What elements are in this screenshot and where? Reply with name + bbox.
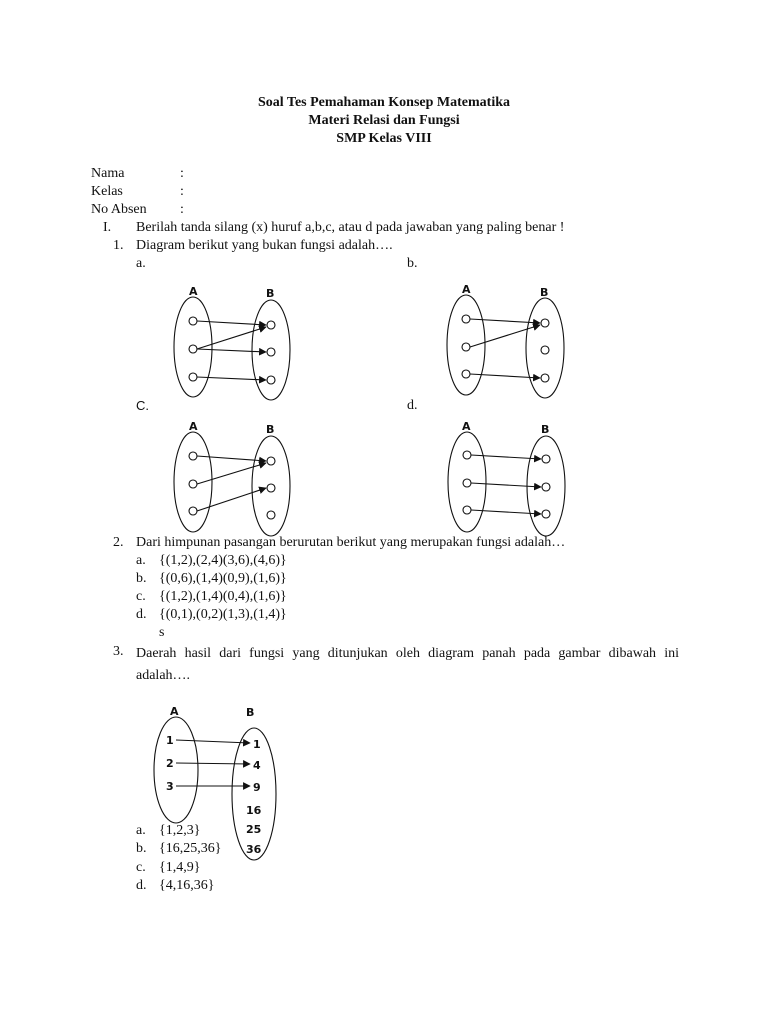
diagram-b-arrow	[470, 325, 540, 347]
q1-text: Diagram berikut yang bukan fungsi adalah….	[136, 238, 393, 253]
q2-option-c-text: {(1,2),(1,4)(0,4),(1,6)}	[159, 589, 287, 604]
q3-text: Daerah hasil dari fungsi yang ditunjukan oleh diagram panah pada gambar dibawah ini adalah….	[136, 646, 679, 683]
q3-option-a-text: {1,2,3}	[159, 823, 201, 838]
class-label: Kelas	[91, 184, 123, 199]
stray-character: s	[159, 625, 165, 640]
q1-diagram-b	[447, 283, 564, 398]
q1-number: 1.	[113, 238, 124, 253]
q3-codomain-value: 4	[253, 759, 261, 772]
diagram-b-set-a-label: A	[462, 283, 471, 296]
diagram-c-set-a-ellipse	[174, 432, 212, 532]
absent-number-colon: :	[180, 202, 184, 217]
title-line-1: Soal Tes Pemahaman Konsep Matematika	[257, 95, 510, 110]
diagram-d-codomain-point	[542, 510, 550, 518]
q3-option-a-letter: a.	[136, 823, 146, 838]
diagram-b-set-b-label: B	[540, 286, 549, 299]
title-line-3: SMP Kelas VIII	[336, 131, 432, 146]
q1-diagram-a	[174, 285, 290, 400]
q3-number: 3.	[113, 644, 124, 659]
section-instruction: Berilah tanda silang (x) huruf a,b,c, atau d pada jawaban yang paling benar !	[136, 220, 565, 235]
diagram-c-set-b-label: B	[266, 423, 275, 436]
q3-option-b-letter: b.	[136, 841, 147, 856]
diagram-d-codomain-point	[542, 455, 550, 463]
diagram-b-domain-point	[462, 343, 470, 351]
diagram-a-codomain-point	[267, 348, 275, 356]
q2-option-c-letter: c.	[136, 589, 146, 604]
name-colon: :	[180, 166, 184, 181]
diagram-a-codomain-point	[267, 321, 275, 329]
q3-domain-value: 1	[166, 734, 174, 747]
diagram-a-domain-point	[189, 345, 197, 353]
diagram-a-domain-point	[189, 373, 197, 381]
diagram-a-set-b-label: B	[266, 287, 275, 300]
q2-option-d-letter: d.	[136, 607, 147, 622]
q3-set-a-ellipse	[154, 717, 198, 823]
q1-diagram-d	[448, 420, 565, 536]
q3-option-b-text: {16,25,36}	[159, 841, 222, 856]
absent-number-label: No Absen	[91, 202, 147, 217]
class-colon: :	[180, 184, 184, 199]
diagram-c-set-b-ellipse	[252, 436, 290, 536]
q3-codomain-value: 16	[246, 804, 262, 817]
diagram-a-domain-point	[189, 317, 197, 325]
diagram-a-set-a-ellipse	[174, 297, 212, 397]
diagram-d-set-a-ellipse	[448, 432, 486, 532]
q3-arrow	[176, 740, 250, 743]
diagram-a-set-a-label: A	[189, 285, 198, 298]
q3-codomain-value: 9	[253, 781, 261, 794]
diagram-b-domain-point	[462, 315, 470, 323]
diagram-d-set-b-label: B	[541, 423, 550, 436]
section-number: I.	[103, 220, 112, 235]
diagram-c-domain-point	[189, 507, 197, 515]
diagram-c-set-a-label: A	[189, 420, 198, 433]
q3-option-d-text: {4,16,36}	[159, 878, 215, 893]
q3-codomain-value: 1	[253, 738, 261, 751]
q2-option-b-letter: b.	[136, 571, 147, 586]
q2-option-d-text: {(0,1),(0,2)(1,3),(1,4)}	[159, 607, 287, 622]
q3-codomain-value: 25	[246, 823, 262, 836]
name-label: Nama	[91, 166, 125, 181]
q1-diagram-c	[174, 420, 290, 536]
q3-set-a-label: A	[170, 705, 179, 718]
diagram-b-domain-point	[462, 370, 470, 378]
title-line-2: Materi Relasi dan Fungsi	[308, 113, 460, 128]
q1-option-c-label: C.	[136, 398, 149, 413]
diagram-a-arrow	[197, 327, 266, 349]
diagram-d-domain-point	[463, 506, 471, 514]
q1-option-b-label: b.	[407, 256, 418, 271]
diagram-b-codomain-point	[541, 346, 549, 354]
diagram-d-set-a-label: A	[462, 420, 471, 433]
diagram-a-set-b-ellipse	[252, 300, 290, 400]
diagram-c-codomain-point	[267, 457, 275, 465]
q2-number: 2.	[113, 535, 124, 550]
diagram-c-arrow	[197, 488, 266, 511]
q3-option-c-text: {1,4,9}	[159, 860, 201, 875]
q3-option-c-letter: c.	[136, 860, 146, 875]
diagram-c-codomain-point	[267, 511, 275, 519]
q3-option-d-letter: d.	[136, 878, 147, 893]
diagram-d-domain-point	[463, 451, 471, 459]
diagram-a-codomain-point	[267, 376, 275, 384]
q3-domain-value: 2	[166, 757, 174, 770]
q2-text: Dari himpunan pasangan berurutan berikut yang merupakan fungsi adalah…	[136, 535, 566, 550]
diagram-c-codomain-point	[267, 484, 275, 492]
q3-set-b-label: B	[246, 706, 255, 719]
q2-option-a-letter: a.	[136, 553, 146, 568]
diagram-d-arrow	[471, 483, 541, 487]
diagram-d-domain-point	[463, 479, 471, 487]
diagram-c-domain-point	[189, 452, 197, 460]
diagram-d-codomain-point	[542, 483, 550, 491]
diagram-c-domain-point	[189, 480, 197, 488]
diagram-b-set-b-ellipse	[526, 298, 564, 398]
q3-domain-value: 3	[166, 780, 174, 793]
q1-option-a-label: a.	[136, 256, 146, 271]
q3-arrow	[176, 763, 250, 764]
diagram-b-codomain-point	[541, 374, 549, 382]
q2-option-a-text: {(1,2),(2,4)(3,6),(4,6)}	[159, 553, 287, 568]
q2-option-b-text: {(0,6),(1,4)(0,9),(1,6)}	[159, 571, 287, 586]
q3-codomain-value: 36	[246, 843, 262, 856]
diagram-b-codomain-point	[541, 319, 549, 327]
diagram-a-arrow	[197, 349, 266, 352]
q1-option-d-label: d.	[407, 398, 418, 413]
diagram-b-set-a-ellipse	[447, 295, 485, 395]
diagram-c-arrow	[197, 463, 266, 484]
